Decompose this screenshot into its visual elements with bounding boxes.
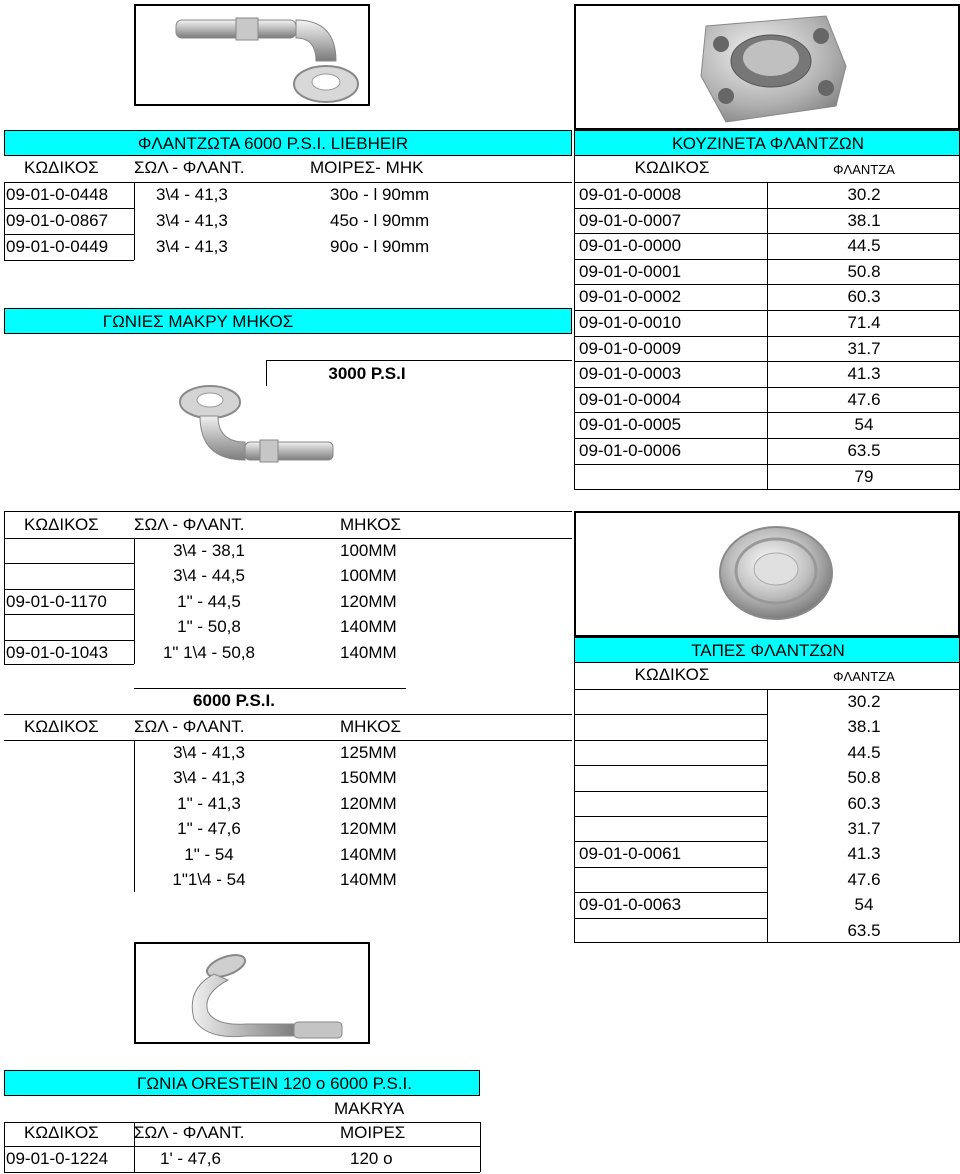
j-hose-fitting-icon — [136, 944, 372, 1046]
tapes-table — [574, 663, 960, 943]
table-row — [575, 816, 960, 841]
kouzineta-title-bar — [574, 130, 960, 156]
row-code: 09-01-0-0009 — [579, 338, 682, 358]
table-row — [4, 765, 572, 790]
table-row — [4, 791, 572, 816]
row-flange: 63.5 — [847, 920, 881, 940]
row-length: 150MM — [340, 768, 397, 788]
row-pipe: 1" 1\4 - 50,8 — [162, 642, 256, 662]
row-code: 09-01-0-0008 — [579, 185, 682, 204]
table-row — [4, 589, 572, 614]
table-row — [4, 234, 572, 260]
table-row — [575, 259, 960, 285]
orestein-table — [4, 1096, 480, 1172]
row-code: 09-01-0-0007 — [579, 210, 682, 230]
liebherr-header-code: ΚΩΔΙΚΟΣ — [24, 158, 99, 177]
tapes-title-bar — [574, 637, 960, 663]
kouzineta-header-code: ΚΩΔΙΚΟΣ — [634, 158, 710, 177]
row-flange: 38.1 — [847, 210, 881, 230]
gonies-title-bar — [4, 308, 572, 334]
row-code: 09-01-0-0448 — [6, 185, 109, 204]
orestein-title: ΓΩΝΙΑ ORESTEIN 120 o 6000 P.S.I. — [137, 1074, 413, 1093]
cap-photo-frame — [574, 511, 960, 637]
row-length: 140MM — [340, 844, 397, 864]
flange-cap-icon — [576, 513, 960, 639]
gonies-title: ΓΩΝΙΕΣ ΜΑΚΡΥ ΜΗΚΟΣ — [102, 312, 294, 331]
table3000-header-code: ΚΩΔΙΚΟΣ — [24, 515, 99, 534]
row-pipe: 3\4 - 41,3 — [156, 211, 228, 230]
liebherr-table — [4, 156, 572, 260]
row-code: 09-01-0-0004 — [579, 389, 682, 409]
table-row — [4, 538, 572, 563]
table-row — [575, 182, 960, 208]
row-length: 120MM — [340, 819, 397, 839]
table-row — [575, 765, 960, 790]
table-row — [575, 867, 960, 892]
elbow-fitting-icon — [170, 380, 350, 480]
elbow-photo-frame — [134, 4, 370, 106]
table-row — [4, 640, 572, 665]
table-row — [575, 791, 960, 816]
row-flange: 47.6 — [847, 869, 881, 889]
row-pipe: 3\4 - 44,5 — [173, 566, 245, 586]
orestein-subtitle: MAKRYA — [334, 1099, 405, 1118]
row-pipe: 1" - 47,6 — [177, 819, 241, 839]
table-row — [575, 892, 960, 917]
row-code: 09-01-0-0063 — [579, 895, 682, 915]
orestein-header-pipe: ΣΩΛ - ΦΛΑΝΤ. — [134, 1123, 245, 1142]
row-flange: 54 — [854, 415, 874, 435]
row-code: 09-01-0-0003 — [579, 364, 682, 384]
elbow-fitting-icon — [136, 6, 372, 108]
row-pipe: 1" - 50,8 — [177, 617, 241, 637]
row-flange: 79 — [854, 466, 874, 486]
row-pipe: 3\4 - 41,3 — [173, 768, 245, 788]
row-pipe: 3\4 - 41,3 — [156, 185, 228, 204]
table-row — [575, 841, 960, 866]
row-flange: 71.4 — [847, 313, 881, 332]
table-row — [4, 208, 572, 234]
table6000-header-pipe: ΣΩΛ - ΦΛΑΝΤ. — [134, 717, 245, 736]
row-length: 140MM — [340, 642, 397, 662]
gonies-psi-box — [266, 360, 572, 386]
row-degrees: 120 o — [350, 1149, 393, 1168]
kouzineta-title: ΚΟΥΖΙΝΕΤΑ ΦΛΑΝΤΖΩΝ — [671, 134, 865, 153]
table-row — [575, 233, 960, 259]
row-flange: 44.5 — [847, 236, 881, 256]
j-fitting-photo-frame — [134, 942, 370, 1044]
row-flange: 44.5 — [847, 742, 881, 762]
table-row — [575, 438, 960, 464]
row-flange: 60.3 — [847, 793, 881, 813]
row-degrees: 30o - l 90mm — [330, 185, 430, 204]
row-flange: 54 — [854, 895, 874, 915]
kouzineta-header-flange: ΦΛΑΝΤΖΑ — [833, 162, 895, 177]
table6000 — [4, 688, 572, 892]
liebherr-header-degrees: ΜΟΙΡΕΣ- ΜΗΚ — [310, 158, 424, 177]
table-row — [4, 816, 572, 841]
row-length: 140MM — [340, 870, 397, 889]
row-code: 09-01-0-0002 — [579, 287, 682, 307]
split-flange-icon — [576, 6, 960, 132]
table-row — [575, 714, 960, 739]
row-pipe: 1" - 41,3 — [177, 793, 241, 813]
row-flange: 41.3 — [847, 364, 881, 384]
row-flange: 38.1 — [847, 717, 881, 737]
table-row — [575, 412, 960, 438]
row-code: 09-01-0-0001 — [579, 261, 682, 281]
orestein-title-bar — [4, 1070, 480, 1096]
row-code: 09-01-0-0061 — [579, 844, 682, 864]
row-flange: 50.8 — [847, 768, 881, 788]
table-row — [4, 563, 572, 588]
table-row — [4, 867, 572, 892]
row-code: 09-01-0-1170 — [6, 591, 107, 611]
row-flange: 30.2 — [847, 692, 881, 711]
orestein-header-degrees: ΜΟΙΡΕΣ — [340, 1123, 406, 1142]
row-code: 09-01-0-1224 — [6, 1149, 109, 1168]
row-length: 120MM — [340, 591, 397, 611]
row-code: 09-01-0-0000 — [579, 236, 682, 256]
row-code: 09-01-0-0005 — [579, 415, 682, 435]
tapes-header-flange: ΦΛΑΝΤΖΑ — [833, 669, 895, 684]
table-row — [575, 336, 960, 362]
liebherr-header-pipe: ΣΩΛ - ΦΛΑΝΤ. — [134, 158, 245, 177]
row-flange: 63.5 — [847, 441, 881, 460]
table-row — [575, 464, 960, 490]
table3000 — [4, 511, 572, 663]
row-code: 09-01-0-0006 — [579, 441, 682, 460]
row-pipe: 3\4 - 41,3 — [156, 237, 228, 256]
table-row — [575, 361, 960, 387]
row-length: 120MM — [340, 793, 397, 813]
table-row — [575, 208, 960, 234]
row-pipe: 1" - 44,5 — [177, 591, 241, 611]
row-flange: 47.6 — [847, 389, 881, 409]
row-flange: 30.2 — [847, 185, 881, 204]
kouzineta-table — [574, 156, 960, 490]
row-pipe: 3\4 - 41,3 — [173, 743, 245, 762]
row-length: 100MM — [340, 566, 397, 586]
row-flange: 31.7 — [847, 338, 881, 358]
row-code: 09-01-0-0867 — [6, 211, 109, 230]
flange-photo-frame — [574, 4, 960, 130]
row-length: 100MM — [340, 541, 397, 560]
table-row — [4, 740, 572, 765]
table-row — [575, 740, 960, 765]
table6000-title: 6000 P.S.I. — [193, 691, 275, 710]
row-pipe: 3\4 - 38,1 — [173, 541, 245, 560]
row-degrees: 90o - l 90mm — [330, 237, 430, 256]
row-flange: 31.7 — [847, 819, 881, 838]
table-row — [4, 842, 572, 867]
row-flange: 50.8 — [847, 261, 881, 281]
table-row — [4, 614, 572, 639]
table3000-header-length: ΜΗΚΟΣ — [340, 515, 401, 534]
tapes-header-code: ΚΩΔΙΚΟΣ — [634, 665, 710, 684]
row-code: 09-01-0-1043 — [6, 642, 109, 662]
row-flange: 60.3 — [847, 287, 881, 307]
row-length: 125MM — [340, 743, 397, 762]
table3000-header-pipe: ΣΩΛ - ΦΛΑΝΤ. — [134, 515, 245, 534]
table-row — [575, 387, 960, 413]
table6000-header-length: ΜΗΚΟΣ — [340, 717, 401, 736]
row-length: 140MM — [340, 617, 397, 637]
row-degrees: 45o - l 90mm — [330, 211, 430, 230]
row-pipe: 1"1\4 - 54 — [172, 870, 246, 889]
table-row — [4, 182, 572, 208]
row-code: 09-01-0-0010 — [579, 313, 682, 332]
gonies-psi: 3000 P.S.I — [328, 364, 406, 383]
row-pipe: 1" - 54 — [184, 844, 234, 864]
row-flange: 41.3 — [847, 844, 881, 864]
tapes-title: ΤΑΠΕΣ ΦΛΑΝΤΖΩΝ — [691, 641, 845, 660]
row-pipe: 1' - 47,6 — [160, 1149, 221, 1168]
table6000-header-code: ΚΩΔΙΚΟΣ — [24, 717, 99, 736]
table-row — [575, 284, 960, 310]
liebherr-title-bar — [4, 130, 572, 156]
orestein-header-code: ΚΩΔΙΚΟΣ — [24, 1123, 99, 1142]
table-row — [575, 310, 960, 336]
table-row — [575, 689, 960, 714]
table-row — [575, 918, 960, 943]
row-code: 09-01-0-0449 — [6, 237, 109, 256]
liebherr-title: ΦΛΑΝΤΖΩΤΑ 6000 P.S.I. LIEBHEIR — [137, 134, 409, 153]
table-row — [4, 1146, 480, 1172]
